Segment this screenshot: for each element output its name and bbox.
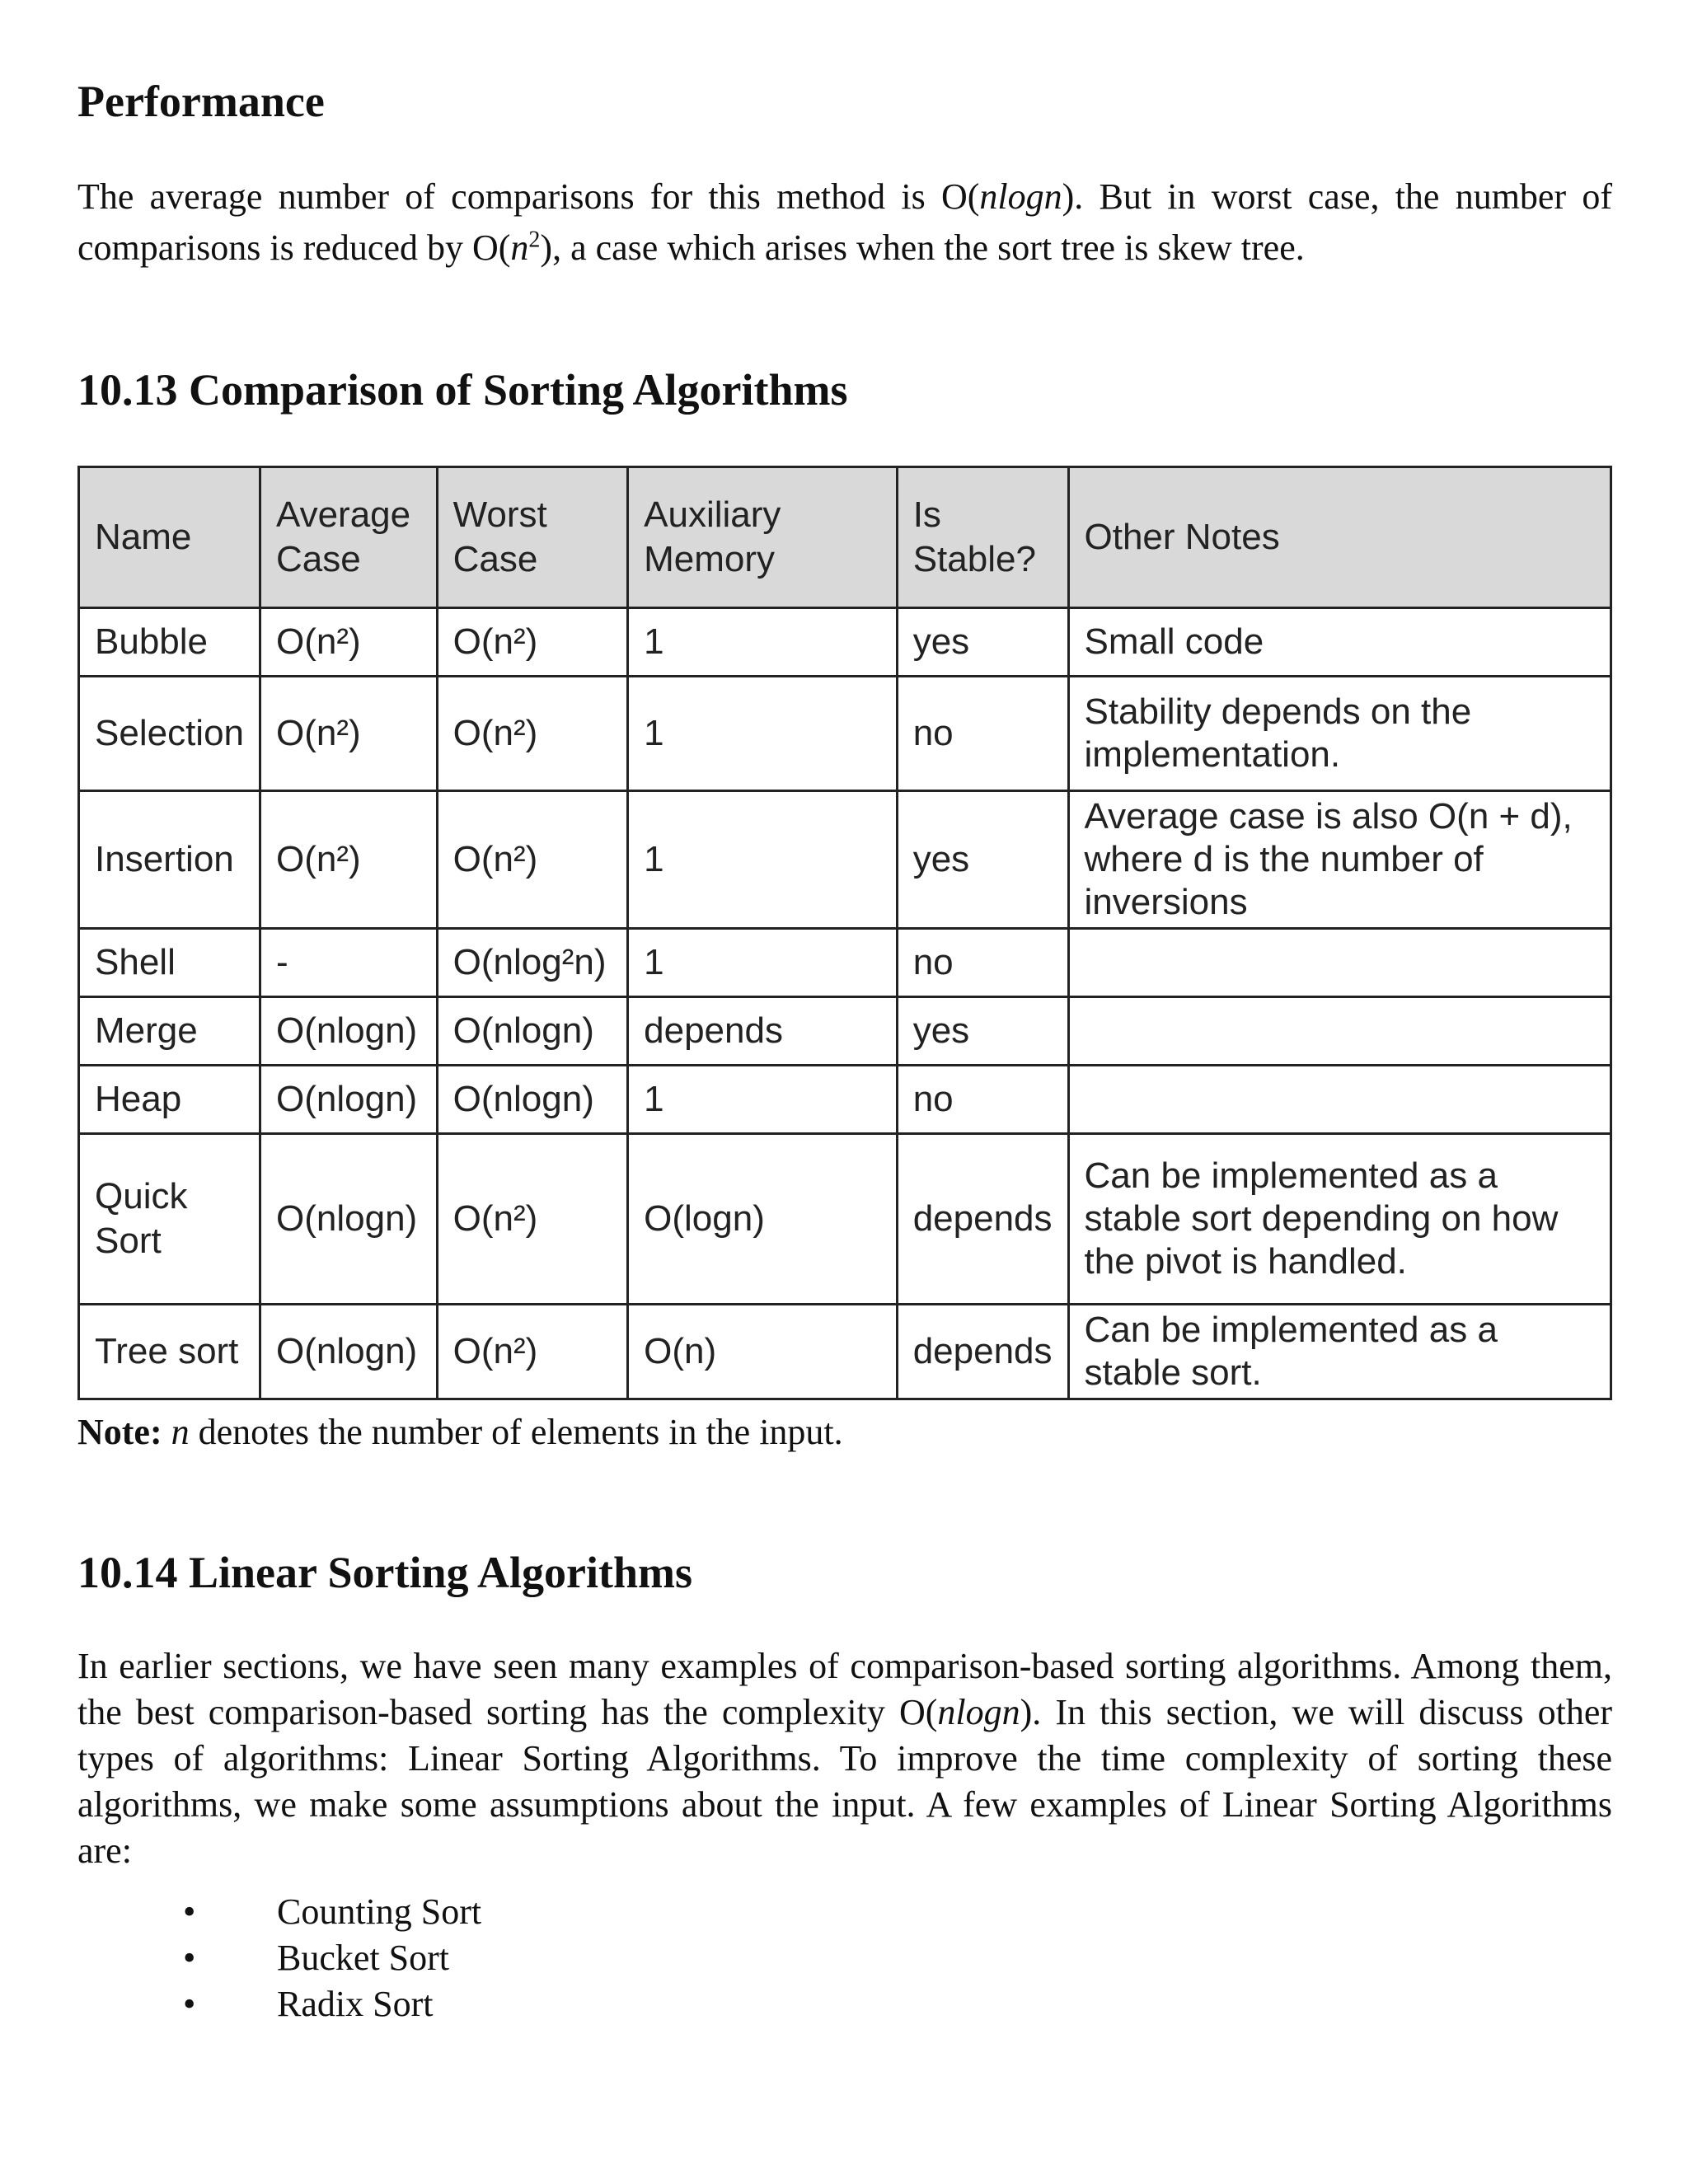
text-run: ), a case which arises when the sort tree is skew tree.: [540, 227, 1305, 268]
cell-stable: depends: [897, 1305, 1068, 1399]
comparison-table-wrap: [77, 466, 1612, 1400]
performance-paragraph: [77, 171, 1612, 274]
cell-worst: O(nlogn): [437, 997, 627, 1066]
cell-worst: O(nlog²n): [437, 929, 627, 997]
cell-notes: Average case is also O(n + d), where d is the number of inversions: [1068, 791, 1611, 929]
table-row: [79, 608, 1611, 677]
list-item: [77, 1981, 481, 2027]
cell-worst: O(nlogn): [437, 1066, 627, 1134]
cell-name: Merge: [79, 997, 260, 1066]
cell-name: Tree sort: [79, 1305, 260, 1399]
cell-notes: Small code: [1068, 608, 1611, 677]
cell-stable: no: [897, 929, 1068, 997]
cell-mem: 1: [628, 791, 898, 929]
cell-notes: [1068, 1066, 1611, 1134]
comparison-heading: 10.13 Comparison of Sorting Algorithms: [77, 365, 848, 415]
cell-stable: yes: [897, 791, 1068, 929]
cell-stable: depends: [897, 1134, 1068, 1305]
cell-avg: O(n²): [260, 791, 438, 929]
cell-mem: 1: [628, 1066, 898, 1134]
table-row: [79, 1305, 1611, 1399]
table-row: [79, 929, 1611, 997]
cell-worst: O(n²): [437, 1305, 627, 1399]
cell-notes: [1068, 929, 1611, 997]
linear-heading: 10.14 Linear Sorting Algorithms: [77, 1548, 693, 1597]
table-row: [79, 1066, 1611, 1134]
bullet-icon: •: [183, 1891, 196, 1932]
cell-mem: 1: [628, 608, 898, 677]
cell-avg: O(nlogn): [260, 997, 438, 1066]
cell-mem: O(n): [628, 1305, 898, 1399]
cell-avg: O(n²): [260, 677, 438, 791]
header-is-stable: Is Stable?: [897, 467, 1068, 608]
bullet-icon: •: [183, 1984, 196, 2024]
cell-avg: O(nlogn): [260, 1134, 438, 1305]
math-var: nlogn: [937, 1692, 1020, 1732]
cell-stable: no: [897, 1066, 1068, 1134]
table-row: [79, 1134, 1611, 1305]
list-item: [77, 1889, 481, 1935]
cell-mem: depends: [628, 997, 898, 1066]
table-row: [79, 791, 1611, 929]
math-var: nlogn: [979, 176, 1062, 217]
cell-worst: O(n²): [437, 1134, 627, 1305]
list-item: [77, 1935, 481, 1981]
cell-notes: [1068, 997, 1611, 1066]
cell-mem: 1: [628, 677, 898, 791]
header-name: Name: [79, 467, 260, 608]
header-other-notes: Other Notes: [1068, 467, 1611, 608]
table-note: [77, 1407, 1612, 1458]
table-header-row: [79, 467, 1611, 608]
cell-mem: O(logn): [628, 1134, 898, 1305]
cell-name: Shell: [79, 929, 260, 997]
text-run: denotes the number of elements in the input.: [189, 1412, 843, 1452]
cell-avg: O(n²): [260, 608, 438, 677]
comparison-table: [77, 466, 1612, 1400]
bullet-icon: •: [183, 1938, 196, 1978]
cell-notes: Stability depends on the implementation.: [1068, 677, 1611, 791]
cell-name: Insertion: [79, 791, 260, 929]
cell-stable: no: [897, 677, 1068, 791]
math-var: n: [510, 227, 529, 268]
cell-name: Selection: [79, 677, 260, 791]
header-average-case: Average Case: [260, 467, 438, 608]
cell-stable: yes: [897, 608, 1068, 677]
linear-paragraph: [77, 1643, 1612, 1874]
cell-name: Heap: [79, 1066, 260, 1134]
table-row: [79, 677, 1611, 791]
list-item-label: Radix Sort: [277, 1984, 434, 2024]
header-aux-memory: Auxiliary Memory: [628, 467, 898, 608]
math-var: n: [171, 1412, 190, 1452]
text-run: ). But in worst case, the number of comparisons is reduced by O(: [77, 176, 1612, 268]
cell-worst: O(n²): [437, 608, 627, 677]
cell-avg: O(nlogn): [260, 1066, 438, 1134]
note-label: Note:: [77, 1412, 162, 1452]
superscript: 2: [528, 227, 541, 253]
cell-notes: Can be implemented as a stable sort depending on how the pivot is handled.: [1068, 1134, 1611, 1305]
header-worst-case: Worst Case: [437, 467, 627, 608]
cell-worst: O(n²): [437, 791, 627, 929]
list-item-label: Bucket Sort: [277, 1938, 449, 1978]
text-run: The average number of comparisons for this method is O(: [77, 176, 980, 217]
cell-avg: -: [260, 929, 438, 997]
cell-stable: yes: [897, 997, 1068, 1066]
linear-algorithms-list: [77, 1889, 481, 2027]
text-run: ). In this section, we will discuss other types of algorithms: Linear Sorting Algorithms. To improve the time complexity of sorting these algorithms, we make some assumptions about the input. A few examples of Linear Sorting Algorithms are:: [77, 1692, 1613, 1871]
cell-name: Bubble: [79, 608, 260, 677]
cell-notes: Can be implemented as a stable sort.: [1068, 1305, 1611, 1399]
text-run: In earlier sections, we have seen many examples of comparison-based sorting algorithms. Among them, the best comparison-based sorting has the complexity O(: [77, 1646, 1612, 1732]
cell-avg: O(nlogn): [260, 1305, 438, 1399]
performance-heading: Performance: [77, 77, 325, 126]
cell-mem: 1: [628, 929, 898, 997]
cell-name: Quick Sort: [79, 1134, 260, 1305]
table-row: [79, 997, 1611, 1066]
cell-worst: O(n²): [437, 677, 627, 791]
list-item-label: Counting Sort: [277, 1891, 482, 1932]
